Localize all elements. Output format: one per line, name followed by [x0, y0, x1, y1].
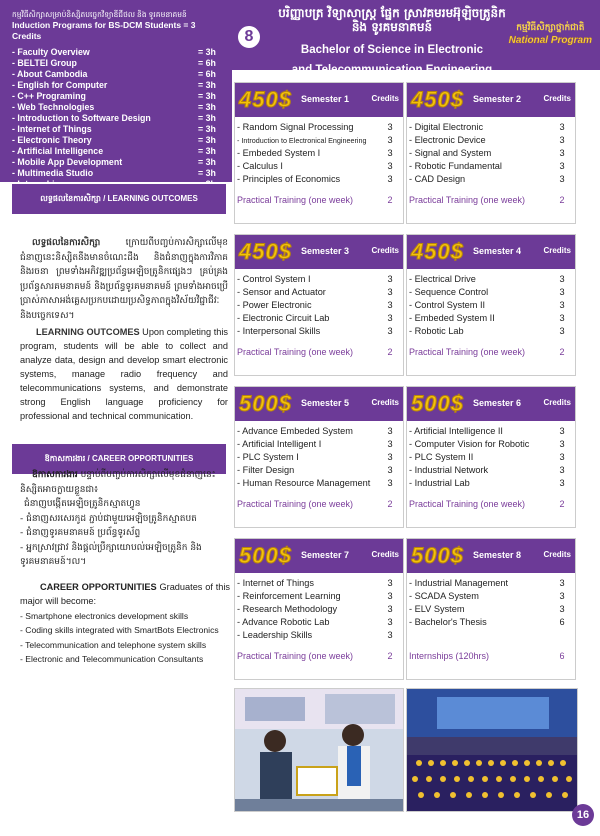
practical-training-row [237, 651, 401, 661]
course-credits: 3 [387, 426, 393, 436]
semester-header [407, 539, 575, 573]
semester-fee: 500$ [239, 391, 292, 416]
practical-training-label: Practical Training (one week) [237, 347, 354, 357]
course-row [409, 134, 573, 147]
credits-header: Credits [543, 550, 571, 559]
course-row [409, 451, 573, 464]
semester-header [235, 83, 403, 117]
course-name: - Industrial Lab [409, 478, 470, 488]
semester-header [235, 387, 403, 421]
course-credits: 3 [559, 300, 565, 310]
course-credits: 3 [559, 326, 565, 336]
induction-list [12, 47, 222, 190]
induction-item: - C++ Programing = 3h [12, 91, 216, 101]
course-credits: 3 [559, 313, 565, 323]
course-credits: 3 [559, 478, 565, 488]
practical-training-credits: 2 [387, 651, 393, 661]
course-name: - Reinforcement Learning [237, 591, 341, 601]
course-credits: 3 [559, 135, 565, 145]
semester-header [407, 83, 575, 117]
credits-header: Credits [543, 398, 571, 407]
course-name: - Industrial Management [409, 578, 509, 588]
induction-item: - Electronic Theory = 3h [12, 135, 216, 145]
semester-8-box [406, 538, 576, 680]
course-credits: 3 [387, 630, 393, 640]
certificate-ceremony-image [235, 689, 404, 812]
semester-name: Semester 3 [301, 246, 350, 256]
course-name: - Principles of Economics [237, 174, 341, 184]
course-row [409, 160, 573, 173]
course-name: - Filter Design [237, 465, 295, 475]
semester-fee: 500$ [411, 391, 464, 416]
course-name: - Industrial Network [409, 465, 489, 475]
course-name: - Digital Electronic [409, 122, 484, 132]
course-row [237, 438, 401, 451]
semester-5-box [234, 386, 404, 528]
course-credits: 3 [387, 274, 393, 284]
course-row [237, 134, 401, 147]
course-name: - Advance Embeded System [237, 426, 353, 436]
course-name: - Robotic Lab [409, 326, 464, 336]
course-name: - SCADA System [409, 591, 479, 601]
practical-training-row [409, 347, 573, 357]
course-credits: 3 [387, 148, 393, 158]
course-name: - Artificial Intelligent I [237, 439, 322, 449]
semester-fee: 500$ [239, 543, 292, 568]
course-credits: 3 [387, 578, 393, 588]
course-name: - Calculus I [237, 161, 283, 171]
induction-kh-title: កម្មវិធីសិក្សាសម្រាប់និស្សិតបច្ចេកវិទ្យាឌីជីថល និង ទូរគមនាគមន៍ [12, 10, 187, 19]
course-row [409, 286, 573, 299]
induction-item: - Artificial Intelligence = 3h [12, 146, 216, 156]
semester-name: Semester 5 [301, 398, 350, 408]
course-row [237, 477, 401, 490]
course-credits: 3 [387, 591, 393, 601]
practical-training-row [409, 499, 573, 509]
course-list [235, 117, 403, 186]
course-name: - Random Signal Processing [237, 122, 354, 132]
credits-header: Credits [371, 94, 399, 103]
national-program-label: កម្មវិធីសិក្សាថ្នាក់ជាតិ National Program [508, 22, 592, 46]
practical-training-label: Practical Training (one week) [237, 651, 354, 661]
course-row [409, 325, 573, 338]
section-number-badge: 8 [236, 24, 262, 50]
course-name: - Electronic Device [409, 135, 486, 145]
course-credits: 3 [559, 174, 565, 184]
semester-4-box [406, 234, 576, 376]
course-row [237, 616, 401, 629]
credits-header: Credits [371, 398, 399, 407]
course-credits: 3 [387, 604, 393, 614]
course-row [237, 121, 401, 134]
course-name: - Embeded System I [237, 148, 321, 158]
page-number: 16 [572, 804, 594, 826]
practical-training-label: Practical Training (one week) [237, 195, 354, 205]
course-row [409, 299, 573, 312]
semester-fee: 450$ [411, 239, 464, 264]
practical-training-row [237, 195, 401, 205]
career-item: - Smartphone electronics development skills [20, 610, 189, 621]
course-name: - Control System I [237, 274, 311, 284]
semester-2-box [406, 82, 576, 224]
course-name: - Control System II [409, 300, 486, 310]
semester-header [407, 235, 575, 269]
practical-training-row [409, 195, 573, 205]
course-name: - Advance Robotic Lab [237, 617, 330, 627]
course-credits: 3 [559, 426, 565, 436]
course-row [237, 160, 401, 173]
course-credits: 3 [559, 465, 565, 475]
course-credits: 3 [559, 287, 565, 297]
course-credits: 3 [387, 478, 393, 488]
course-name: - PLC System II [409, 452, 474, 462]
semester-name: Semester 4 [473, 246, 522, 256]
semester-name: Semester 8 [473, 550, 522, 560]
course-row [409, 173, 573, 186]
graduation-photo-right [406, 688, 578, 812]
course-name: - Interpersonal Skills [237, 326, 321, 336]
course-credits: 3 [559, 591, 565, 601]
semester-1-box [234, 82, 404, 224]
semester-fee: 500$ [411, 543, 464, 568]
semester-fee: 450$ [411, 87, 464, 112]
course-list [235, 269, 403, 338]
course-row [409, 577, 573, 590]
course-credits: 3 [387, 313, 393, 323]
career-item: - Coding skills integrated with SmartBots Electronics [20, 625, 219, 635]
induction-item: - Faculty Overview = 3h [12, 47, 216, 57]
course-row [409, 477, 573, 490]
course-credits: 3 [559, 274, 565, 284]
career-opportunities-text: ឱកាសការងារ បន្ទាប់ពីបញ្ចប់ការសិក្សាលើមុខជំនាញនេះ និស្សិតអាចក្លាយខ្លួនជា៖ ជំនាញបង្កើតអេឡិចត្រូនិកស្មាតហ្វូន - ជំនាញសរសេរកូដ ភ្ជាប់ជាមួយអេឡិចត្រូនិកស្មាតបត - ជំនាញទូរគមនាគមន៍ ប្រព័ន្ធទូរស័ព្ទ - អ្នកស្រាវជ្រាវ និងផ្តល់ប្រឹក្សាយោបល់អេឡិចត្រូនិក និង ទូរគមនាគមន៍។ល។ CAREER OPPORTUNITIES Graduates of this major will become: - Smartphone electronics development skills - Coding skills integrated with SmartBots Electronics - Telecommunication and telephone system skills - Electronic and Telecommunication Consultants [20, 468, 230, 667]
course-row [237, 173, 401, 186]
course-row [409, 147, 573, 160]
practical-training-label: Practical Training (one week) [237, 499, 354, 509]
career-item: - Telecommunication and telephone system skills [20, 639, 207, 650]
practical-training-label: Practical Training (one week) [409, 499, 526, 509]
practical-training-credits: 2 [559, 499, 565, 509]
course-row [237, 273, 401, 286]
semester-7-box [234, 538, 404, 680]
course-credits: 3 [387, 326, 393, 336]
course-row [237, 590, 401, 603]
practical-training-label: Practical Training (one week) [409, 195, 526, 205]
practical-training-credits: 2 [387, 347, 393, 357]
induction-item: - Internet of Things = 3h [12, 124, 216, 134]
course-credits: 3 [387, 287, 393, 297]
course-credits: 3 [387, 617, 393, 627]
induction-item: - Web Technologies = 3h [12, 102, 216, 112]
course-name: - Computer Vision for Robotic [409, 439, 530, 449]
semester-6-box [406, 386, 576, 528]
practical-training-label: Internships (120hrs) [409, 651, 490, 661]
course-credits: 3 [559, 122, 565, 132]
course-credits: 3 [559, 148, 565, 158]
course-name: - Internet of Things [237, 578, 314, 588]
practical-training-row [237, 499, 401, 509]
course-list [407, 421, 575, 490]
program-title-en: Bachelor of Science in Electronic and Telecommunication Engineering [291, 44, 493, 76]
course-row [237, 464, 401, 477]
course-row [237, 147, 401, 160]
course-credits: 3 [387, 122, 393, 132]
learning-outcomes-heading: លទ្ធផលនៃការសិក្សា / LEARNING OUTCOMES [12, 184, 226, 214]
course-name: - Robotic Fundamental [409, 161, 502, 171]
course-row [237, 577, 401, 590]
practical-training-label: Practical Training (one week) [409, 347, 526, 357]
induction-item: - Introduction to Software Design = 3h [12, 113, 216, 123]
semester-3-box [234, 234, 404, 376]
course-name: - Sequence Control [409, 287, 489, 297]
course-list [407, 269, 575, 338]
learning-outcomes-text: លទ្ធផលនៃការសិក្សា ក្រោយពីបញ្ចប់ការសិក្សាលើមុខជំនាញនេះនិស្សិតនឹងមានចំណេះដឹង និងជំនាញក្នុងការវិភាគ និងរចនា ព្រមទាំងអភិវឌ្ឍប្រព័ន្ធអេឡិចត្រូនិកផ្សេងៗ គ្រប់គ្រងប្រព័ន្ធសារគមនាគមន៍ និងប្រព័ន្ធទូរគមនាគមន៍ ព្រមទាំងអាចប្រើប្រាស់ភាសាអង់គ្លេសប្រកបដោយប្រសិទ្ធភាពក្នុងវិស័យវិជ្ជាជីវៈ និងបច្ចេកទេស។ LEARNING OUTCOMES Upon completing this program, students will be able to collect and analyze data, design and develop smart electronic systems, manage radio frequency and telecommunications systems, and demonstrate strong English language proficiency for professional and technical communication. [20, 238, 228, 421]
semester-name: Semester 7 [301, 550, 350, 560]
course-row [237, 286, 401, 299]
course-row [237, 312, 401, 325]
course-credits: 3 [559, 604, 565, 614]
course-name: - CAD Design [409, 174, 466, 184]
course-list [407, 117, 575, 186]
course-row [237, 325, 401, 338]
semester-name: Semester 1 [301, 94, 350, 104]
course-credits: 3 [559, 452, 565, 462]
credits-header: Credits [543, 94, 571, 103]
semester-header [235, 235, 403, 269]
course-row [237, 451, 401, 464]
course-name: - Signal and System [409, 148, 492, 158]
course-credits: 6 [559, 617, 565, 627]
course-row [409, 464, 573, 477]
course-name: - Power Electronic [237, 300, 312, 310]
credits-header: Credits [371, 550, 399, 559]
graduation-hall-image [407, 689, 578, 812]
course-name: - Leadership Skills [237, 630, 313, 640]
induction-item: - Mobile App Development = 3h [12, 157, 216, 167]
practical-training-row [237, 347, 401, 357]
course-row [409, 590, 573, 603]
induction-panel [0, 0, 232, 182]
course-name: - Embeded System II [409, 313, 495, 323]
course-credits: 3 [387, 135, 393, 145]
practical-training-credits: 2 [559, 347, 565, 357]
course-row [409, 312, 573, 325]
course-name: - Introduction to Electronical Engineering [237, 136, 367, 145]
course-row [409, 438, 573, 451]
course-row [409, 616, 573, 629]
course-credits: 3 [387, 465, 393, 475]
course-row [409, 121, 573, 134]
course-row [237, 629, 401, 642]
course-row [409, 273, 573, 286]
course-row [409, 425, 573, 438]
course-credits: 3 [387, 300, 393, 310]
practical-training-row [409, 651, 573, 661]
career-opportunities-heading: ឱកាសការងារ / CAREER OPPORTUNITIES [12, 444, 226, 474]
course-name: - Bachelor's Thesis [409, 617, 487, 627]
credits-header: Credits [371, 246, 399, 255]
induction-item: - BELTEI Group = 6h [12, 58, 216, 68]
course-credits: 3 [387, 439, 393, 449]
induction-item: - Multimedia Studio = 3h [12, 168, 216, 178]
career-item: - Electronic and Telecommunication Consultants [20, 654, 204, 664]
course-row [237, 603, 401, 616]
practical-training-credits: 6 [559, 651, 565, 661]
semester-fee: 450$ [239, 239, 292, 264]
course-name: - Research Methodology [237, 604, 338, 614]
induction-item: - English for Computer = 3h [12, 80, 216, 90]
course-credits: 3 [559, 161, 565, 171]
course-name: - Sensor and Actuator [237, 287, 326, 297]
course-name: - PLC System I [237, 452, 299, 462]
credits-header: Credits [543, 246, 571, 255]
course-credits: 3 [387, 452, 393, 462]
course-credits: 3 [559, 578, 565, 588]
induction-title: Induction Programs for BS-DCM Students = 3 Credits [12, 20, 196, 41]
course-row [237, 299, 401, 312]
semester-header [235, 539, 403, 573]
course-credits: 3 [387, 174, 393, 184]
course-row [409, 603, 573, 616]
graduation-photo-left [234, 688, 404, 812]
course-name: - Artificial Intelligence II [409, 426, 503, 436]
semester-fee: 450$ [239, 87, 292, 112]
course-credits: 3 [559, 439, 565, 449]
course-credits: 3 [387, 161, 393, 171]
practical-training-credits: 2 [387, 195, 393, 205]
practical-training-credits: 2 [387, 499, 393, 509]
course-name: - Electronic Circuit Lab [237, 313, 330, 323]
semester-name: Semester 6 [473, 398, 522, 408]
semester-header [407, 387, 575, 421]
induction-item: - About Cambodia = 6h [12, 69, 216, 79]
course-name: - ELV System [409, 604, 465, 614]
course-row [237, 425, 401, 438]
course-name: - Electrical Drive [409, 274, 476, 284]
course-list [235, 573, 403, 642]
program-header [232, 0, 600, 76]
course-list [407, 573, 575, 629]
course-list [235, 421, 403, 490]
practical-training-credits: 2 [559, 195, 565, 205]
course-name: - Human Resource Management [237, 478, 371, 488]
semester-name: Semester 2 [473, 94, 522, 104]
program-title-kh: បរិញ្ញាបត្រ វិទ្យាសាស្ត្រ ផ្នែក ស្រាវគមរមអ៊ុឡិចត្រូនិក និង ទូរគមនាគមន៍ [278, 6, 506, 34]
